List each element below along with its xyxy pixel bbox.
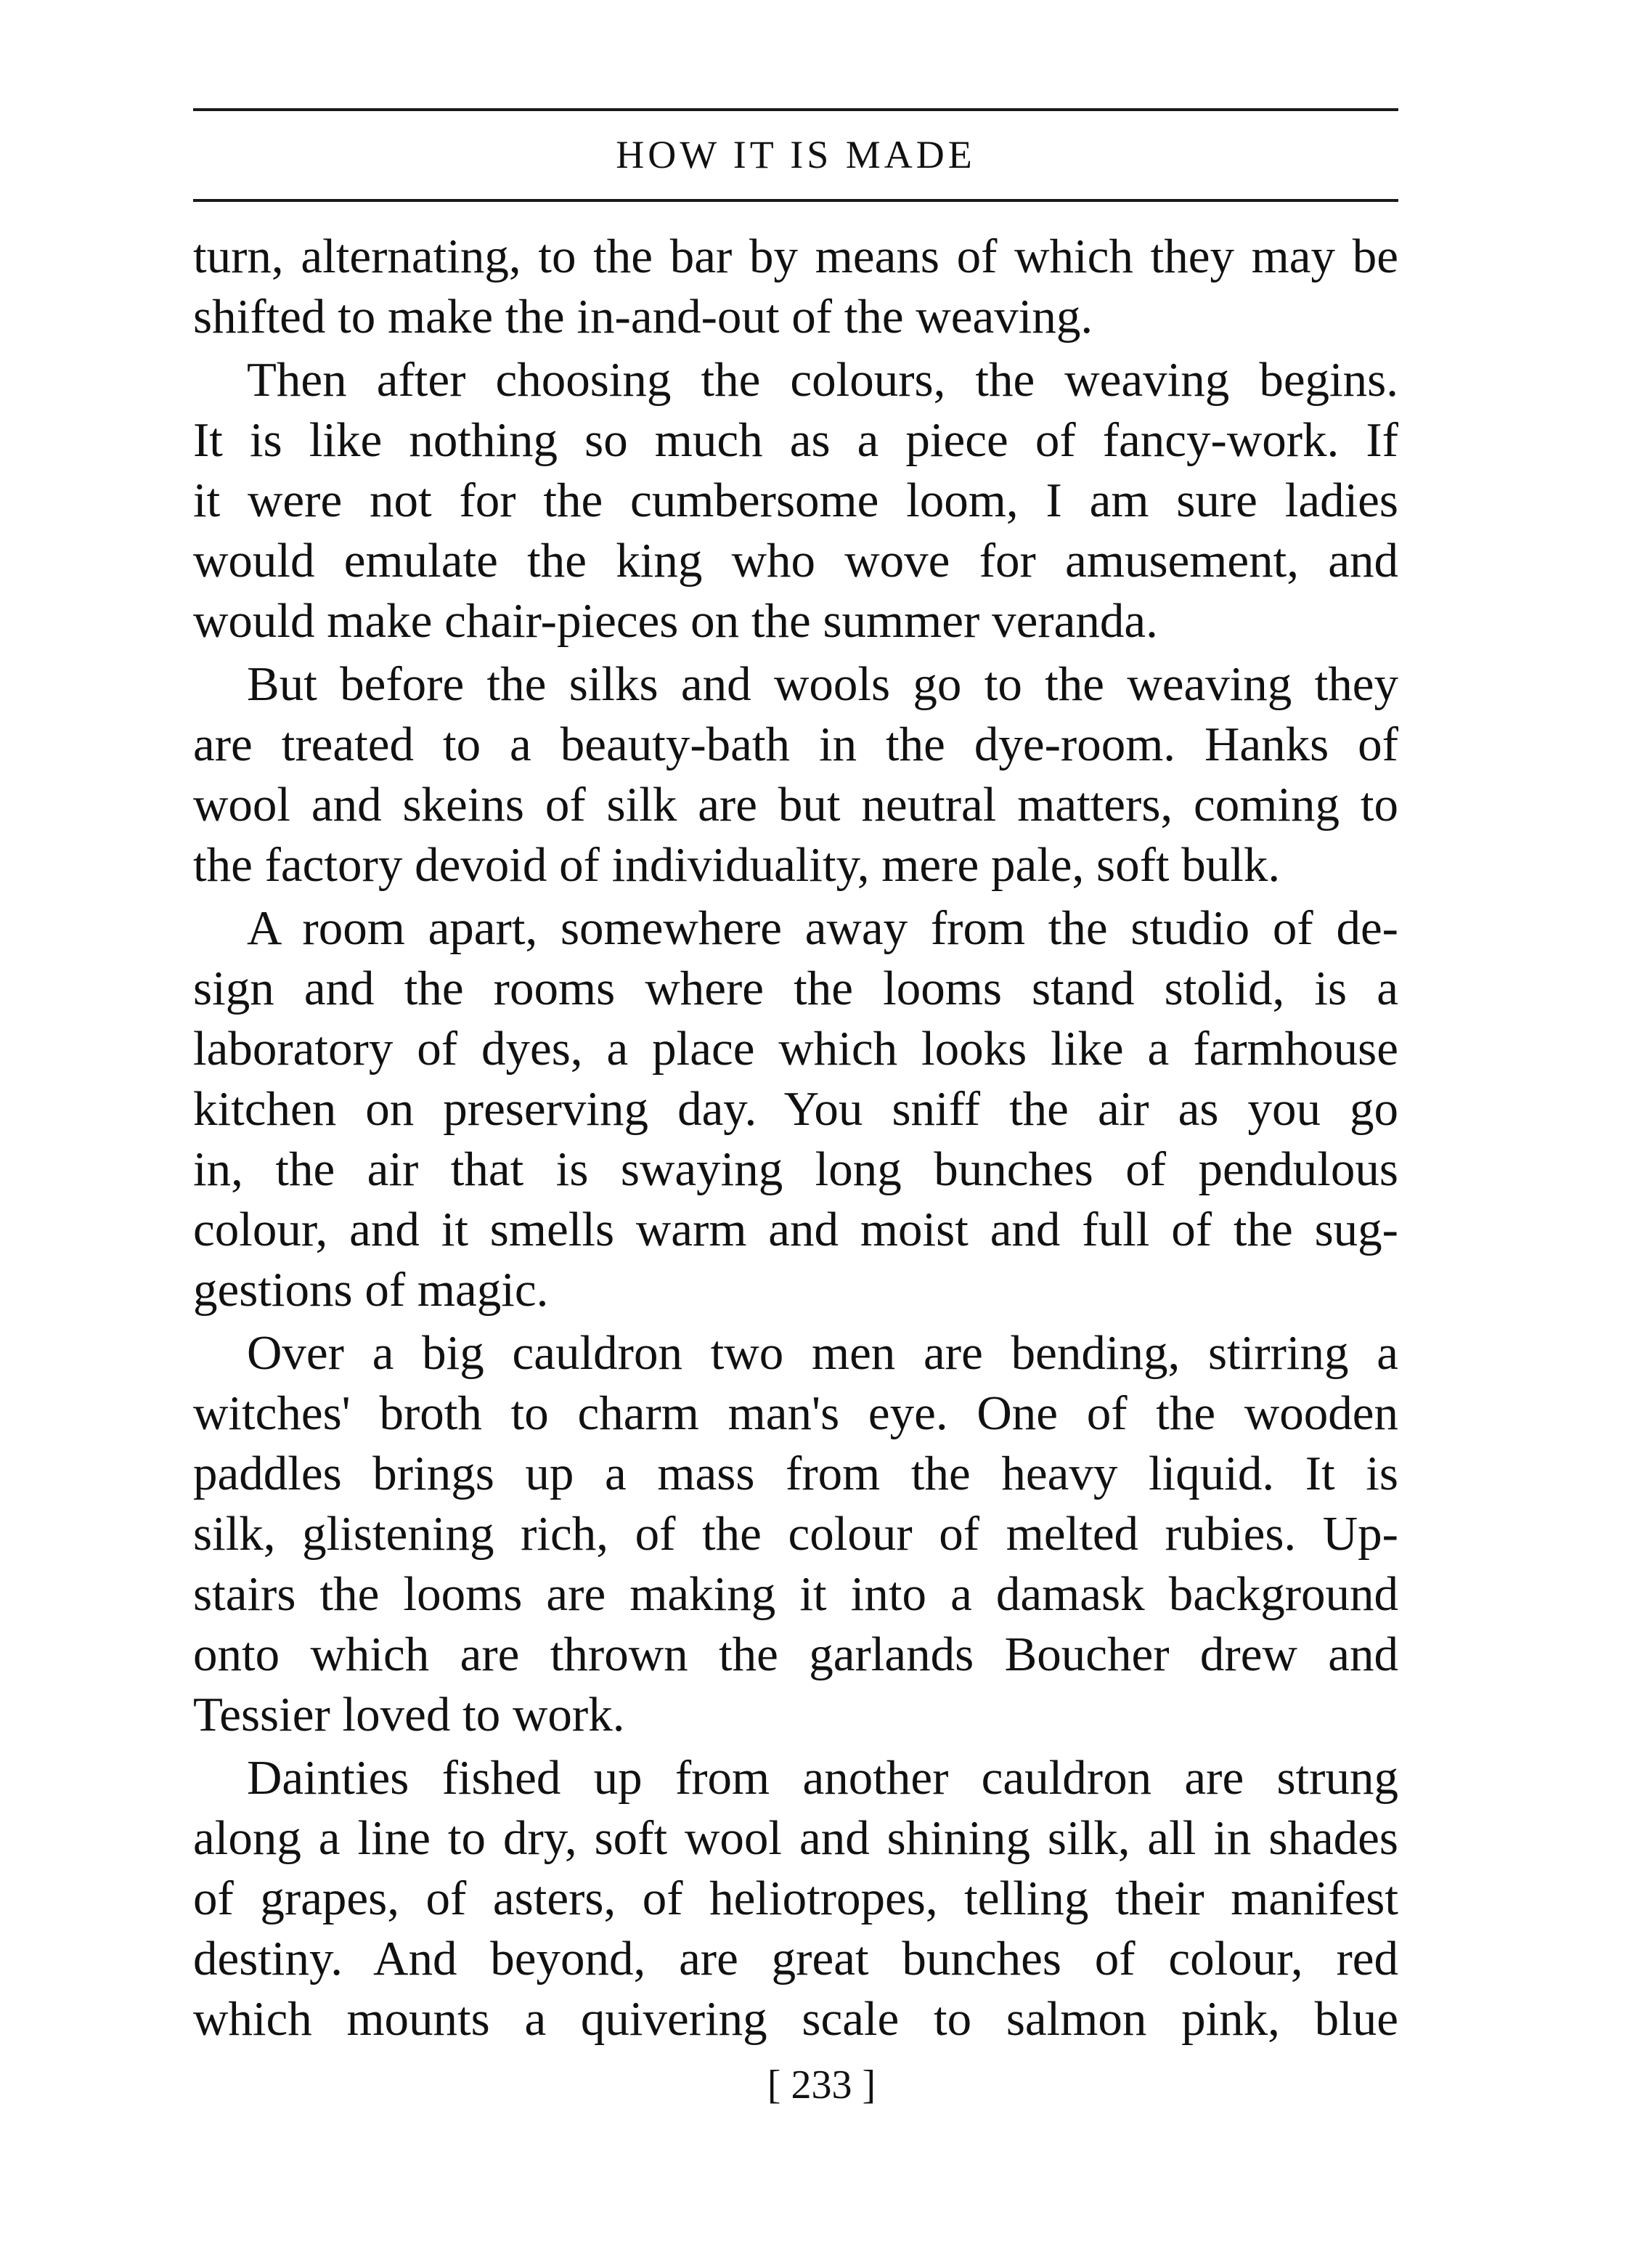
text-line: are treated to a beauty-bath in the dye-room. Hanks of [193,718,1398,771]
text-line: in, the air that is swaying long bunches of pendulous [193,1142,1398,1196]
text-line: gestions of magic. [193,1263,549,1317]
text-line: Over a big cauldron two men are bending, stirring a [247,1326,1398,1380]
text-line: silk, glistening rich, of the colour of melted rubies. Up- [193,1507,1398,1561]
text-line: would emulate the king who wove for amusement, and [193,534,1398,588]
paragraph [193,654,1398,895]
text-line: Then after choosing the colours, the weaving begins. [247,353,1398,407]
text-line: of grapes, of asters, of heliotropes, telling their manifest [193,1871,1398,1925]
text-line: which mounts a quivering scale to salmon pink, blue [193,1992,1398,2046]
text-line: It is like nothing so much as a piece of fancy-work. If [193,413,1398,467]
header-rule-bottom [193,199,1398,202]
text-line: But before the silks and wools go to the weaving they [247,657,1398,711]
paragraph [193,1323,1398,1745]
text-line: would make chair-pieces on the summer veranda. [193,594,1158,648]
text-line: stairs the looms are making it into a damask background [193,1567,1398,1621]
page-number: [ 233 ] [767,2062,876,2108]
text-line: along a line to dry, soft wool and shining silk, all in shades [193,1811,1398,1865]
text-line: it were not for the cumbersome loom, I am sure ladies [193,473,1398,527]
paragraph [193,227,1398,347]
text-line: sign and the rooms where the looms stand stolid, is a [193,962,1398,1015]
text-line: Dainties fished up from another cauldron are strung [247,1751,1398,1805]
text-line: turn, alternating, to the bar by means of which they may be [193,229,1398,283]
text-line: the factory devoid of individuality, mere pale, soft bulk. [193,838,1281,892]
text-line: Tessier loved to work. [193,1688,625,1741]
paragraph [193,1748,1398,2049]
text-line: kitchen on preserving day. You sniff the air as you go [193,1082,1398,1136]
text-line: onto which are thrown the garlands Boucher drew and [193,1627,1398,1681]
paragraph [193,898,1398,1320]
text-line: laboratory of dyes, a place which looks like a farmhouse [193,1022,1398,1076]
text-line: destiny. And beyond, are great bunches of colour, red [193,1932,1398,1985]
body-text [193,227,1398,2052]
text-line: colour, and it smells warm and moist and full of the sug- [193,1203,1398,1256]
running-head: HOW IT IS MADE [616,133,976,176]
text-line: wool and skeins of silk are but neutral matters, coming to [193,778,1398,832]
text-line: shifted to make the in-and-out of the weaving. [193,290,1093,344]
header-rule-top [193,108,1398,111]
text-line: paddles brings up a mass from the heavy liquid. It is [193,1447,1398,1500]
text-line: A room apart, somewhere away from the studio of de- [247,901,1398,955]
paragraph [193,350,1398,651]
text-line: witches' broth to charm man's eye. One of the wooden [193,1386,1398,1440]
